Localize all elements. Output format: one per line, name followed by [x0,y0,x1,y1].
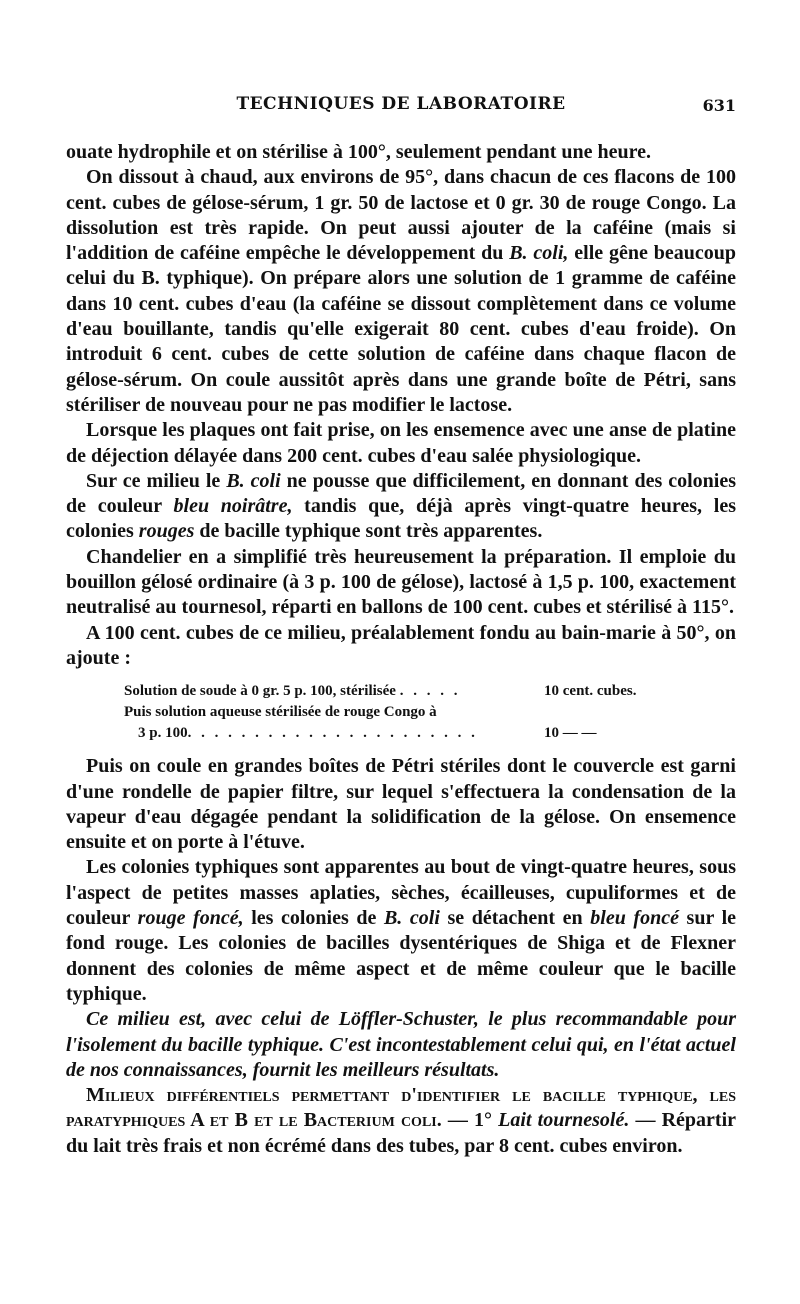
paragraph-text: Lorsque les plaques ont fait prise, on les ensemence avec une anse de platine de déjection délayée dans 200 cent. cubes d'eau salée physiologique. [66,419,736,467]
paragraph-text: Puis on coule en grandes boîtes de Pétri stériles dont le couvercle est garni d'une rondelle de papier filtre, sur lequel s'effectuera la condensation de la vapeur d'eau dégagée pendant la solidification de la gélose. On ensemence ensuite et on porte à l'étuve. [66,755,736,854]
paragraph-text: — 1° [441,1109,499,1132]
table-row-desc [138,723,544,744]
italic-term: Lait tournesolé. [498,1109,630,1132]
paragraph-8 [66,855,736,1007]
paragraph-5 [66,545,736,621]
table-row-qty [544,702,684,723]
table-row-qty: 10 cent. cubes. [544,683,637,700]
paragraph-text: Sur ce milieu le [86,469,227,492]
row-label: 3 p. 100 [138,725,188,742]
italic-term: B. coli [226,469,281,492]
table-row [124,723,684,744]
leader-dots: . . . . . [399,683,461,700]
page-number: 631 [702,96,736,115]
italic-term: rouges [138,520,195,543]
table-row-desc [124,681,544,702]
table-row [124,702,684,723]
paragraph-6 [66,621,736,672]
table-row [124,681,684,702]
running-title: TECHNIQUES DE LABORATOIRE [236,94,566,114]
paragraph-4 [66,469,736,545]
paragraph-9 [66,1007,736,1083]
row-label: Solution de soude à 0 gr. 5 p. 100, stérilisée [124,683,396,700]
table-row-qty: 10 — — [544,725,597,742]
paragraph-text: Ce milieu est, avec celui de Löffler-Schuster, le plus recommandable pour l'isolement du bacille typhique. C'est incontestablement celui qui, en l'état actuel de nos connaissances, fournit les meilleurs résultats. [66,1008,736,1081]
paragraph-text: A 100 cent. cubes de ce milieu, préalablement fondu au bain-marie à 50°, on ajoute : [66,621,736,669]
paragraph-2 [66,165,736,418]
page-header [66,94,736,120]
body-text [66,140,736,1159]
paragraph-text: ouate hydrophile et on stérilise à 100°, seulement pendant une heure. [66,141,652,163]
ingredient-table [124,681,684,744]
paragraph-text: elle gêne beaucoup celui du B. typhique). On prépare alors une solution de 1 gramme de caféine dans 10 cent. cubes d'eau (la caféine se dissout complètement dans ce volume d'eau bouillante, tandis qu'elle exigerait 80 cent. cubes d'eau froide). On introduit 6 cent. cubes de cette solution de caféine dans chaque flacon de gélose-sérum. On coule aussitôt après dans une grande boîte de Pétri, sans stériliser de nouveau pour ne pas modifier le lactose. [66,242,736,416]
italic-term: B. coli [383,907,440,930]
paragraph-text: — Répartir du lait très frais et non écrémé dans des tubes, par 8 cent. cubes environ. [66,1109,737,1157]
paragraph-text: sur le fond rouge. Les colonies de bacilles dysentériques de Shiga et de Flexner donnent des colonies de même aspect et de même couleur que le bacille typhique. [66,907,736,1005]
italic-term: bleu foncé [590,907,679,930]
paragraph-7 [66,754,736,855]
italic-term: bleu noirâtre, [173,495,293,518]
paragraph-1 [66,140,736,165]
section-heading: Milieux différentiels permettant d'identifier le bacille typhique, les paratyphiques A et B et le Bacterium coli. [66,1084,736,1132]
paragraph-text: On dissout à chaud, aux environs de 95°, dans chacun de ces flacons de 100 cent. cubes de gélose-sérum, 1 gr. 50 de lactose et 0 gr. 30 de rouge Congo. La dissolution est très rapide. On peut aussi ajouter de la caféine (mais si l'addition de caféine empêche le développement du [66,166,736,265]
italic-term: rouge foncé, [137,907,244,930]
paragraph-10 [66,1083,736,1159]
italic-term: B. coli, [509,242,569,265]
paragraph-text: Chandelier en a simplifié très heureusement la préparation. Il emploie du bouillon gélosé ordinaire (à 3 p. 100 de gélose), lactosé à 1,5 p. 100, exactement neutralisé au tournesol, réparti en ballons de 100 cent. cubes et stérilisé à 115°. [66,545,736,619]
paragraph-text: les colonies de [243,907,384,930]
paragraph-text: de bacille typhique sont très apparentes. [194,520,543,543]
paragraph-text: se détachent en [439,907,591,930]
paragraph-text: ne pousse que difficilement, en donnant des colonies de couleur [66,469,737,518]
paragraph-3 [66,418,736,469]
paragraph-text: Les colonies typhiques sont apparentes au bout de vingt-quatre heures, sous l'aspect de petites masses aplaties, sèches, écailleuses, cupuliformes et de couleur [66,856,736,930]
paragraph-text: tandis que, déjà après vingt-quatre heures, les colonies [66,495,736,543]
table-row-desc: Puis solution aqueuse stérilisée de rouge Congo à [124,704,437,721]
leader-dots: . . . . . . . . . . . . . . . . . . . . . . [187,725,478,742]
